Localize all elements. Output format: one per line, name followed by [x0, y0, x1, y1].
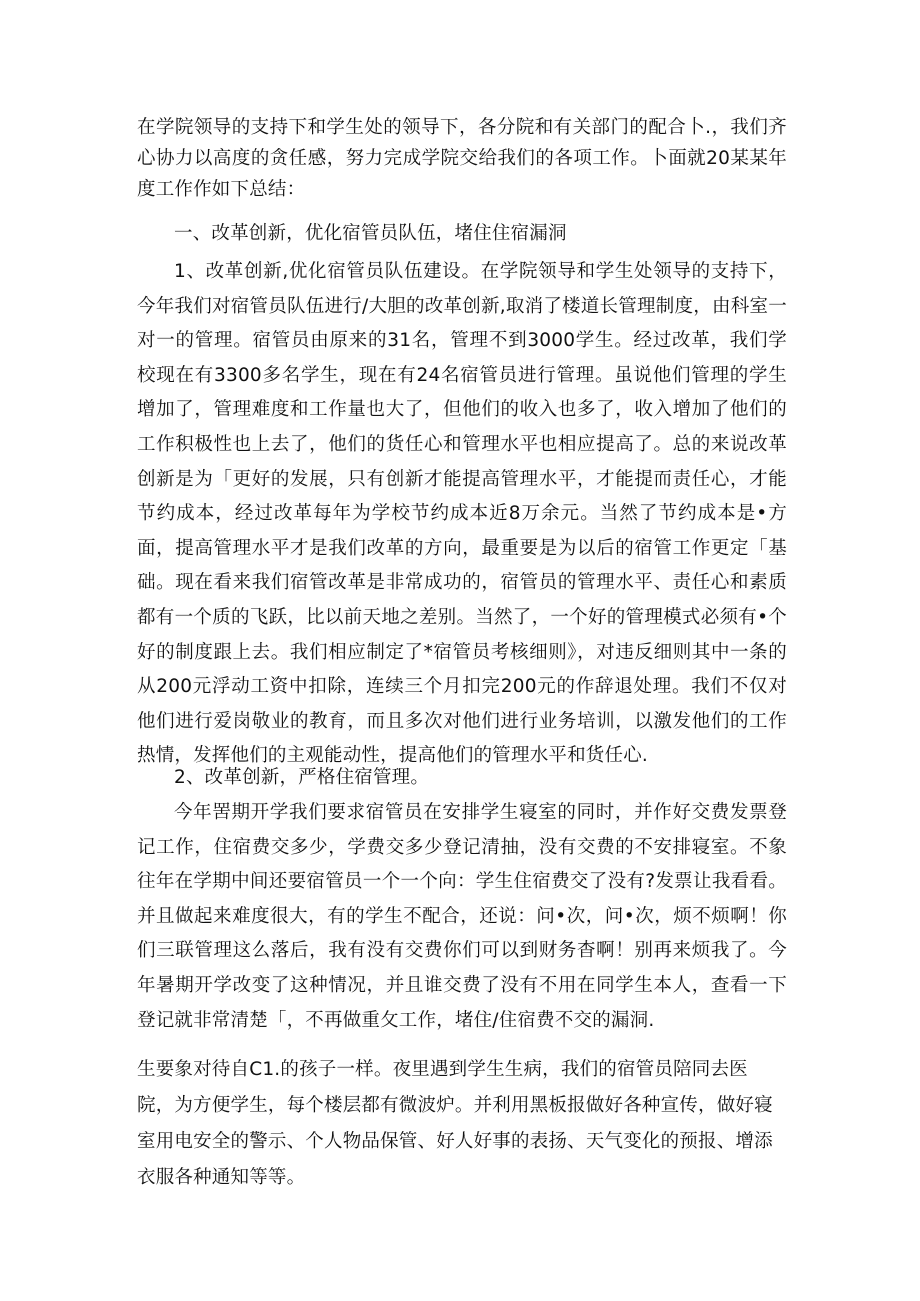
intro-paragraph: 在学院领导的支持下和学生处的领导下，各分院和有关部门的配合卜.，我们齐心协力以高度的贪任感，努力完成学院交给我们的各项工作。卜面就20某某年度工作作如下总结：: [137, 117, 787, 200]
body-paragraph-fee-registration: 今年罟期开学我们要求宿管员在安排学生寝室的同时，并作好交费发票登记工作，住宿费交多少，学费交多少登记清抽，没有交费的不安排寝室。不象往年在学期中间还要宿管员一个一个向：学生住宿费交了没有?发票让我看看。并且做起来难度很大，有的学生不配合，还说：问•次，问•次，烦不烦啊！你们三联管理这么落后，我有没有交费你们可以到财务杳啊！别再来烦我了。今年暑期开学改变了这种情况，并且谁交费了没有不用在同学生本人，查看一下登记就非常清楚「，不再做重攵工作，堵住/住宿费不交的漏洞.: [137, 802, 787, 1031]
subheading-2: 2、改革创新，严格住宿管理。: [174, 767, 430, 788]
section-heading-1: 一、改革创新，优化宿管员队伍，堵住住宿漏洞: [174, 223, 567, 244]
body-paragraph-reform-team: 1、改革创新,优化宿管员队伍建设。在学院领导和学生处领导的支持下，今年我们对宿管员队伍进行/大胆的改革创新,取消了楼道长管理制度，由科室一对一的管理。宿管员由原来的31名，管理不到3000学生。经过改革，我们学校现在有3300多名学生，现在有24名宿管员进行管理。虽说他们管理的学生增加了，管理难度和工作量也大了，但他们的收入也多了，收入增加了他们的工作积极性也上去了，他们的货任心和管理水平也相应提高了。总的来说改革创新是为「更好的发展，只有创新才能提高管理水平，才能提而责任心，才能节约成本，经过改革每年为学校节约成本近8万余元。当然了节约成本是•方面，提高管理水平才是我们改革的方向，最重要是为以后的宿管工作更定「基础。现在看来我们宿管改革是非常成功的，宿管员的管理水平、责任心和素质都有一个质的飞跃，比以前天地之差别。当然了，一个好的管理模式必须有•个好的制度跟上去。我们相应制定了*宿管员考核细则》，对违反细则其中一条的从200元浮动工资中扣除，连续三个月扣完200元的作辞退处理。我们不仅对他们进行爱岗敬业的教育，而且多次对他们进行业务培训，以激发他们的工作热情，发挥他们的主观能动性，提高他们的管理水平和货任心.: [137, 261, 787, 767]
body-paragraph-care-services: 生要象对待自C1.的孩子一样。夜里遇到学生生病，我们的宿管员陪同去医院，为方便学生，每个楼层都有微波炉。并利用黑板报做好各种宣传，做好寝室用电安全的警示、个人物品保管、好人好事的表扬、天气变化的预报、增添衣服各种通知等等。: [137, 1059, 773, 1188]
